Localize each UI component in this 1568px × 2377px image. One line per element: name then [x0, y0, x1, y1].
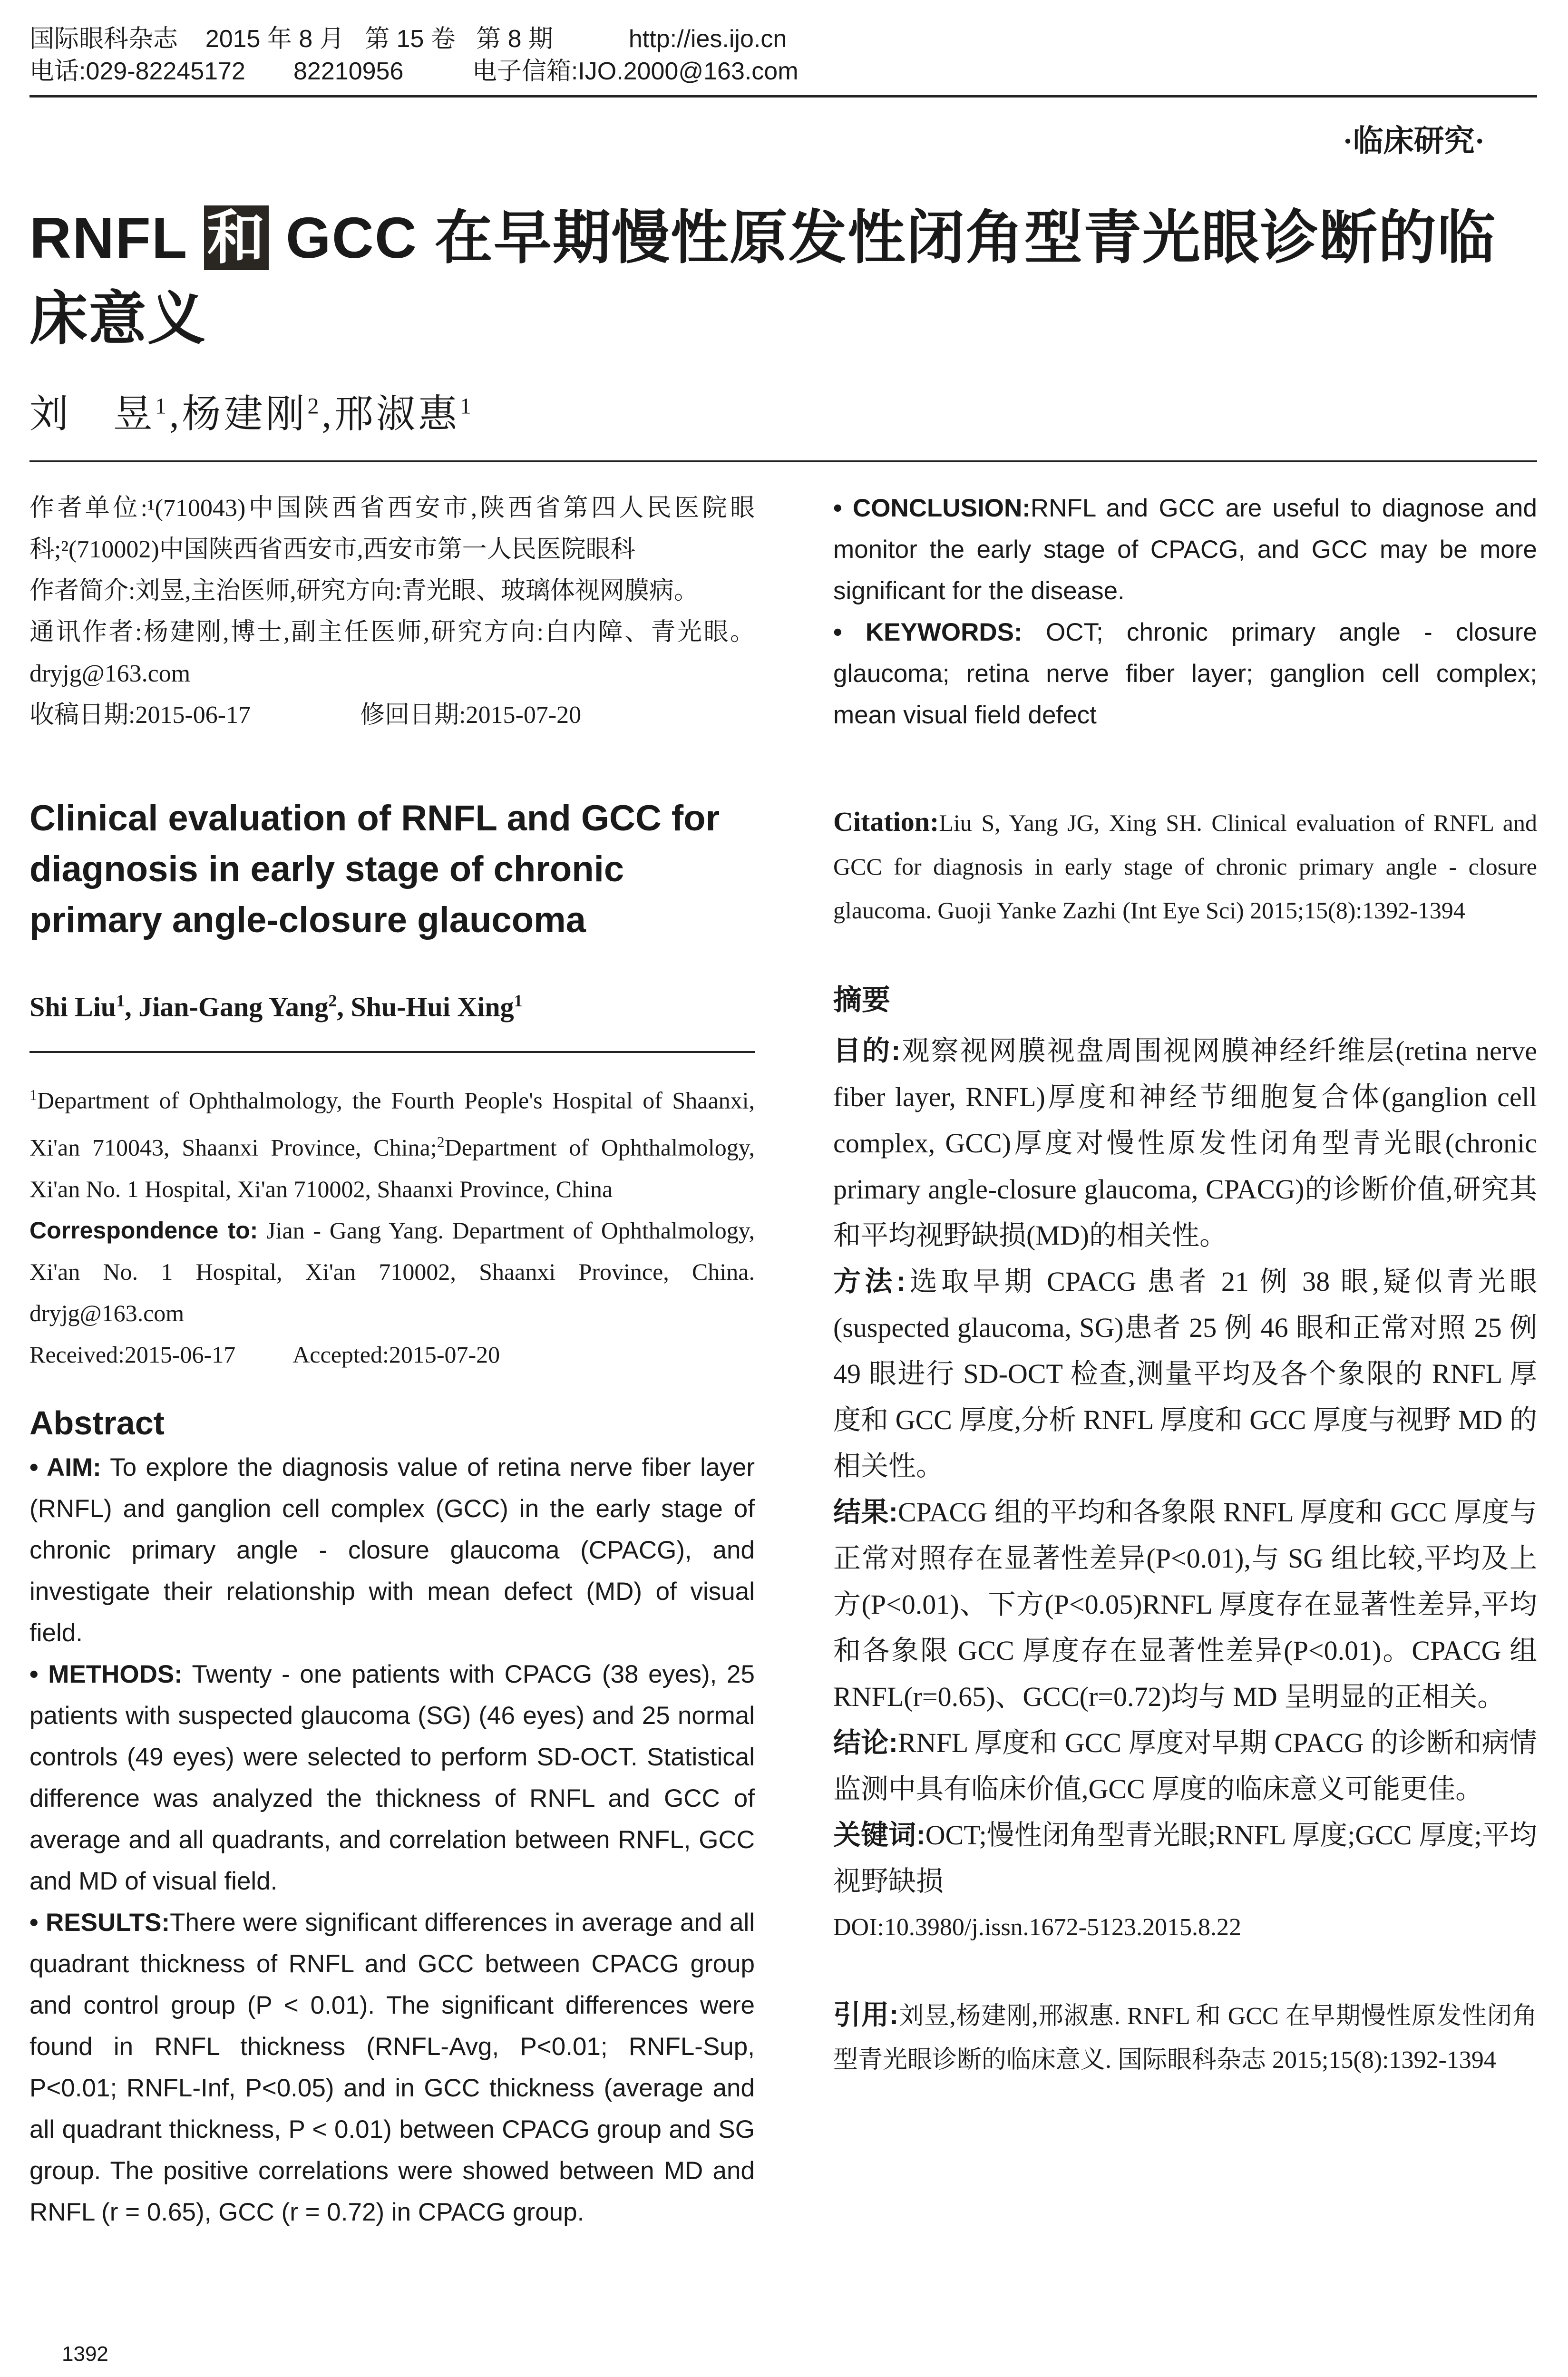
author-cn-1-sup: 1 — [155, 393, 170, 419]
received-date-cn: 收稿日期:2015-06-17 — [29, 701, 251, 729]
abstract-keywords — [833, 612, 1537, 736]
revised-date-cn: 修回日期:2015-07-20 — [360, 701, 582, 729]
author-cn-2: ,杨建刚 — [169, 392, 308, 436]
author-cn-3-sup: 1 — [460, 393, 475, 419]
cn-keywords-label: 关键词: — [833, 1820, 925, 1851]
author-cn-1: 刘 昱 — [29, 392, 156, 436]
keywords-text: OCT; chronic primary angle - closure glaucoma; retina nerve fiber layer; ganglion cell complex; mean visual field defect — [833, 618, 1537, 729]
affiliation-rule — [29, 1051, 755, 1053]
author-cn-2-sup: 2 — [307, 393, 322, 419]
affiliation-2: Department of Ophthalmology, Xi'an No. 1 Hospital, Xi'an 710002, Shaanxi Province, China — [29, 1134, 755, 1202]
right-column — [833, 487, 1537, 2082]
conclusion-text: RNFL and GCC are useful to diagnose and monitor the early stage of CPACG, and GCC may be more significant for the disease. — [833, 494, 1537, 605]
affiliation-1: Department of Ophthalmology, the Fourth People's Hospital of Shaanxi, Xi'an 710043, Shaanxi Province, China; — [29, 1087, 755, 1161]
author-unit: 作者单位:¹(710043)中国陕西省西安市,陕西省第四人民医院眼科;²(710002)中国陕西省西安市,西安市第一人民医院眼科 — [29, 495, 755, 563]
aff-sup-1: 1 — [29, 1086, 37, 1104]
citation-en — [833, 800, 1537, 932]
cite-cn-label: 引用: — [833, 1999, 899, 2030]
author-en-2: , Jian-Gang Yang — [125, 991, 329, 1023]
header-contact-line: 电话:029-82245172 82210956 电子信箱:IJO.2000@163.com — [29, 58, 799, 85]
cn-methods-text: 选取早期 CPACG 患者 21 例 38 眼,疑似青光眼(suspected glaucoma, SG)患者 25 例 46 眼和正常对照 25 例 49 眼进行 SD-OCT 检查,测量平均及各个象限的 RNFL 厚度和 GCC 厚度,分析 RNFL 厚度和 GCC 厚度与视野 MD 的相关性。 — [833, 1266, 1537, 1481]
citation-cn — [833, 1993, 1537, 2082]
cn-abstract-heading: 摘要 — [833, 984, 890, 1016]
affiliations — [29, 1074, 755, 1209]
accepted-date-en: Accepted:2015-07-20 — [292, 1341, 500, 1368]
author-en-1-sup: 1 — [116, 991, 125, 1010]
author-cn-3: ,邢淑惠 — [321, 392, 460, 436]
aim-label: • AIM: — [29, 1453, 101, 1481]
title-part-2: GCC 在早期慢性原发性闭角型青光眼诊断的临床意义 — [29, 205, 1496, 351]
cn-conclusion-label: 结论: — [833, 1727, 898, 1758]
author-en-3: , Shu-Hui Xing — [337, 991, 514, 1023]
cn-results-label: 结果: — [833, 1497, 898, 1528]
author-en-2-sup: 2 — [328, 991, 337, 1010]
cn-methods-label: 方法: — [833, 1266, 906, 1297]
correspondence-label: Correspondence to: — [29, 1217, 258, 1244]
cn-aim — [833, 1028, 1537, 1258]
citation-label: Citation: — [833, 806, 939, 837]
aim-text: To explore the diagnosis value of retina nerve fiber layer (RNFL) and ganglion cell complex (GCC) in the early stage of chronic primary angle - closure glaucoma (CPACG), and investigate their relationship with mean defect (MD) of visual field. — [29, 1453, 755, 1647]
results-text: There were significant differences in average and all quadrant thickness of RNFL and GCC between CPACG group and control group (P < 0.01). The significant differences were found in RNFL thickness (RNFL-Avg, P<0.01; RNFL-Sup, P<0.01; RNFL-Inf, P<0.05) and in GCC thickness (average and all quadrant thickness, P < 0.01) between CPACG group and SG group. The positive correlations were showed between MD and RNFL (r = 0.65), GCC (r = 0.72) in CPACG group. — [29, 1908, 755, 2226]
authors-cn — [29, 383, 474, 438]
left-column — [29, 487, 755, 2233]
cn-keywords — [833, 1812, 1537, 1904]
results-label: • RESULTS: — [29, 1908, 170, 1937]
correspondence-text: Jian - Gang Yang. Department of Ophthalmology, Xi'an No. 1 Hospital, Xi'an 710002, Shaanxi Province, China. dryjg@163.com — [29, 1217, 755, 1326]
dates-cn — [29, 694, 755, 736]
cn-results — [833, 1489, 1537, 1720]
cn-conclusion — [833, 1720, 1537, 1812]
abstract-results — [29, 1902, 755, 2233]
corresponding-author: 通讯作者:杨建刚,博士,副主任医师,研究方向:白内障、青光眼。dryjg@163.com — [29, 619, 755, 687]
dates-en — [29, 1334, 755, 1375]
abstract-methods — [29, 1654, 755, 1902]
keywords-label: • KEYWORDS: — [833, 618, 1023, 646]
received-date-en: Received:2015-06-17 — [29, 1341, 236, 1368]
citation-text: Liu S, Yang JG, Xing SH. Clinical evaluation of RNFL and GCC for diagnosis in early stage of chronic primary angle - closure glaucoma. Guoji Yanke Zazhi (Int Eye Sci) 2015;15(8):1392-1394 — [833, 809, 1537, 924]
author-bio: 作者简介:刘昱,主治医师,研究方向:青光眼、玻璃体视网膜病。 — [29, 577, 699, 604]
cn-keywords-text: OCT;慢性闭角型青光眼;RNFL 厚度;GCC 厚度;平均视野缺损 — [833, 1820, 1537, 1897]
author-en-3-sup: 1 — [514, 991, 523, 1010]
cn-conclusion-text: RNFL 厚度和 GCC 厚度对早期 CPACG 的诊断和病情监测中具有临床价值,GCC 厚度的临床意义可能更佳。 — [833, 1727, 1537, 1804]
abstract-heading: Abstract — [29, 1404, 165, 1442]
conclusion-label: • CONCLUSION: — [833, 494, 1031, 522]
cn-aim-text: 观察视网膜视盘周围视网膜神经纤维层(retina nerve fiber layer, RNFL)厚度和神经节细胞复合体(ganglion cell complex, GCC)厚度对慢性原发性闭角型青光眼(chronic primary angle-closure glaucoma, CPACG)的诊断价值,研究其和平均视野缺损(MD)的相关性。 — [833, 1035, 1537, 1251]
methods-text: Twenty - one patients with CPACG (38 eyes), 25 patients with suspected glaucoma (SG) (46 eyes) and 25 normal controls (49 eyes) were selected to perform SD-OCT. Statistical difference was analyzed the thickness of RNFL and GCC of average and all quadrants, and correlation between RNFL, GCC and MD of visual field. — [29, 1660, 755, 1895]
abstract-conclusion — [833, 487, 1537, 612]
cn-results-text: CPACG 组的平均和各象限 RNFL 厚度和 GCC 厚度与正常对照存在显著性差异(P<0.01),与 SG 组比较,平均及上方(P<0.01)、下方(P<0.05)RNFL 厚度存在显著性差异,平均和各象限 GCC 厚度存在显著性差异(P<0.01)。CPACG 组 RNFL(r=0.65)、GCC(r=0.72)均与 MD 呈明显的正相关。 — [833, 1497, 1537, 1712]
title-highlight: 和 — [204, 205, 269, 270]
correspondence — [29, 1210, 755, 1334]
title-rule — [29, 460, 1537, 462]
header-rule — [29, 95, 1537, 97]
article-title — [29, 197, 1537, 359]
page-number: 1392 — [62, 2342, 108, 2366]
cn-methods — [833, 1258, 1537, 1489]
section-tag: ·临床研究· — [1343, 124, 1485, 158]
header-journal-line: 国际眼科杂志 2015 年 8 月 第 15 卷 第 8 期 http://ies.ijo.cn — [29, 25, 787, 53]
abstract-aim — [29, 1447, 755, 1654]
doi: DOI:10.3980/j.issn.1672-5123.2015.8.22 — [833, 1914, 1241, 1941]
running-header — [29, 23, 1537, 88]
methods-label: • METHODS: — [29, 1660, 183, 1688]
aff-sup-2: 2 — [437, 1133, 445, 1150]
english-title: Clinical evaluation of RNFL and GCC for diagnosis in early stage of chronic primary angle-closure glaucoma — [29, 798, 720, 940]
title-part-1: RNFL — [29, 205, 204, 270]
author-en-1: Shi Liu — [29, 991, 117, 1023]
cite-cn-text: 刘昱,杨建刚,邢淑惠. RNFL 和 GCC 在早期慢性原发性闭角型青光眼诊断的临床意义. 国际眼科杂志 2015;15(8):1392-1394 — [833, 2003, 1537, 2074]
english-authors — [29, 991, 755, 1023]
cn-aim-label: 目的: — [833, 1035, 901, 1066]
